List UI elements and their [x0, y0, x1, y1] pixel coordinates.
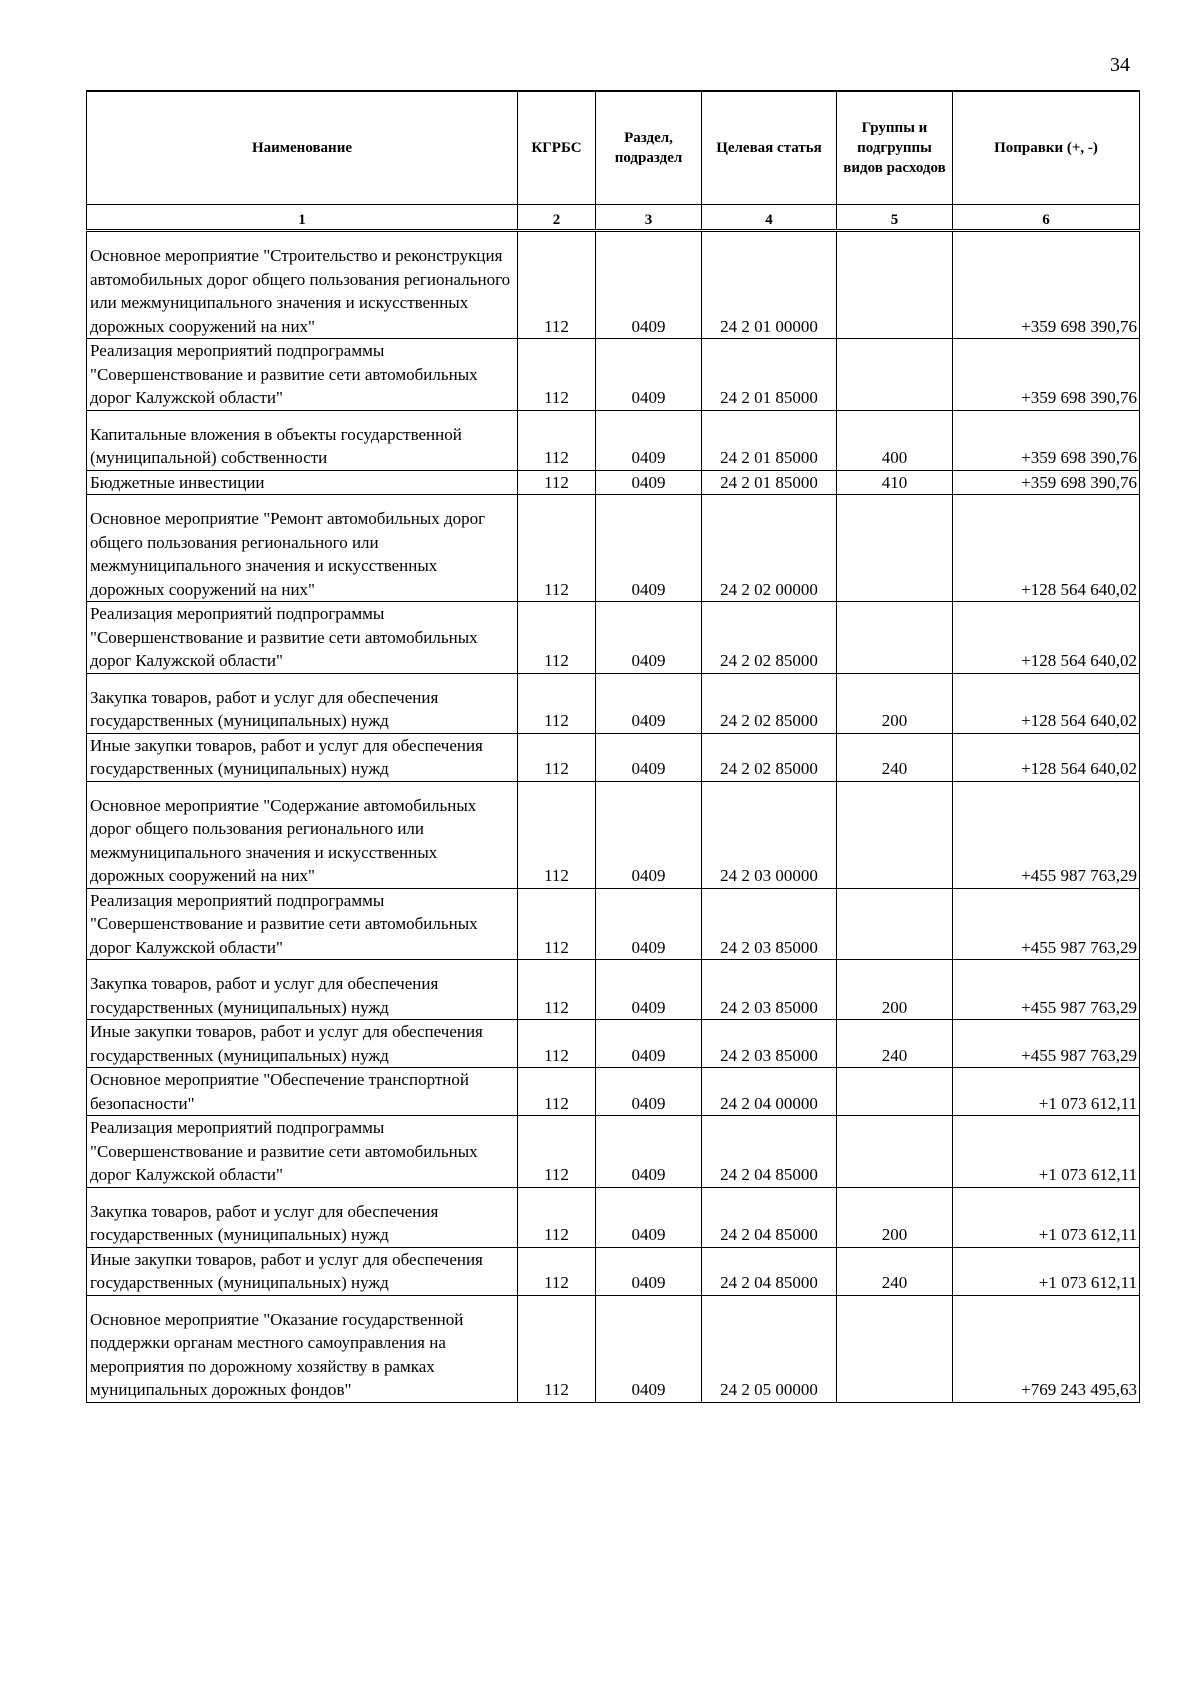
row-amount-text: +455 987 763,29: [1021, 937, 1137, 957]
row-kgrbs: [518, 231, 596, 339]
table-row: [87, 339, 1140, 411]
row-article-text: 24 2 03 85000: [720, 1045, 818, 1065]
row-amount-text: +128 564 640,02: [1021, 651, 1137, 670]
row-article-text: 24 2 01 85000: [720, 448, 818, 467]
row-section-text: 0409: [631, 1380, 666, 1399]
row-section-text: 0409: [631, 866, 666, 885]
row-section: [596, 1295, 702, 1402]
row-article: [702, 602, 837, 674]
row-kgrbs-text: 112: [544, 651, 569, 670]
row-article: [702, 1295, 837, 1402]
row-group: [837, 410, 953, 470]
row-name: [87, 602, 518, 674]
row-section: [596, 495, 702, 602]
row-group: [837, 1068, 953, 1116]
row-amount-text: +455 987 763,29: [1021, 997, 1137, 1017]
row-name: [87, 1187, 518, 1247]
row-section: [596, 781, 702, 888]
column-number: 1: [87, 205, 518, 231]
row-kgrbs: [518, 1187, 596, 1247]
row-group: [837, 1116, 953, 1188]
table-row: [87, 960, 1140, 1020]
row-amount-text: +359 698 390,76: [1021, 388, 1137, 407]
row-article-text: 24 2 02 85000: [720, 711, 818, 730]
row-article: [702, 231, 837, 339]
row-kgrbs: [518, 733, 596, 781]
row-name-text: Реализация мероприятий подпрограммы "Совершенствование и развитие сети автомобильных дорог Калужской области": [90, 890, 478, 957]
row-name-text: Закупка товаров, работ и услуг для обеспечения государственных (муниципальных) нужд: [90, 974, 439, 1017]
table-row: [87, 733, 1140, 781]
row-name: [87, 1295, 518, 1402]
budget-table: [86, 90, 1140, 1403]
row-section: [596, 1187, 702, 1247]
row-group-text: 200: [881, 711, 908, 730]
row-amount-text: +1 073 612,11: [1038, 1273, 1137, 1292]
row-section: [596, 888, 702, 960]
row-kgrbs: [518, 960, 596, 1020]
row-kgrbs: [518, 339, 596, 411]
row-article-text: 24 2 04 00000: [720, 1093, 818, 1113]
row-kgrbs: [518, 470, 596, 495]
row-kgrbs: [518, 495, 596, 602]
row-kgrbs: [518, 1020, 596, 1068]
row-section: [596, 602, 702, 674]
row-kgrbs: [518, 673, 596, 733]
row-amount: [953, 1187, 1140, 1247]
row-name-text: Иные закупки товаров, работ и услуг для обеспечения государственных (муниципальных) нужд: [90, 735, 483, 778]
row-section: [596, 339, 702, 411]
row-article-text: 24 2 03 00000: [720, 866, 818, 885]
row-section: [596, 1116, 702, 1188]
row-name-text: Реализация мероприятий подпрограммы "Совершенствование и развитие сети автомобильных дорог Калужской области": [90, 341, 478, 407]
row-name-text: Иные закупки товаров, работ и услуг для обеспечения государственных (муниципальных) нужд: [90, 1022, 483, 1065]
row-name-text: Основное мероприятие "Строительство и реконструкция автомобильных дорог общего пользования регионального или межмуниципального значения и искусственных дорожных сооружений на них": [90, 246, 511, 336]
row-section: [596, 733, 702, 781]
header-kgrbs: КГРБС: [518, 91, 596, 205]
row-amount: [953, 470, 1140, 495]
row-group: [837, 888, 953, 960]
row-article-text: 24 2 02 85000: [720, 759, 818, 778]
row-group: [837, 960, 953, 1020]
row-group: [837, 673, 953, 733]
row-name: [87, 1116, 518, 1188]
column-number: 6: [953, 205, 1140, 231]
table-row: [87, 888, 1140, 960]
row-article: [702, 960, 837, 1020]
row-amount-text: +128 564 640,02: [1021, 759, 1137, 778]
row-group: [837, 1187, 953, 1247]
row-name: [87, 339, 518, 411]
row-article: [702, 1068, 837, 1116]
row-kgrbs-text: 112: [544, 711, 569, 730]
table-row: [87, 470, 1140, 495]
row-section-text: 0409: [631, 579, 666, 599]
row-kgrbs-text: 112: [544, 472, 569, 492]
row-kgrbs-text: 112: [544, 1165, 569, 1184]
row-group-text: 240: [881, 759, 908, 778]
row-section: [596, 673, 702, 733]
row-kgrbs-text: 112: [544, 316, 569, 336]
row-article-text: 24 2 05 00000: [720, 1380, 818, 1399]
row-name-text: Иные закупки товаров, работ и услуг для обеспечения государственных (муниципальных) нужд: [90, 1249, 483, 1292]
row-section: [596, 470, 702, 495]
row-name: [87, 1068, 518, 1116]
row-article: [702, 1116, 837, 1188]
row-name-text: Закупка товаров, работ и услуг для обеспечения государственных (муниципальных) нужд: [90, 687, 439, 730]
table-row: [87, 781, 1140, 888]
row-article: [702, 888, 837, 960]
row-section: [596, 1020, 702, 1068]
row-kgrbs-text: 112: [544, 1380, 569, 1399]
row-section-text: 0409: [631, 651, 666, 670]
row-name: [87, 960, 518, 1020]
row-amount-text: +1 073 612,11: [1038, 1093, 1137, 1113]
row-name-text: Основное мероприятие "Содержание автомобильных дорог общего пользования регионального или межмуниципального значения и искусственных дорожных сооружений на них": [90, 795, 477, 885]
row-amount-text: +455 987 763,29: [1021, 1045, 1137, 1065]
row-section: [596, 1247, 702, 1295]
row-amount-text: +769 243 495,63: [1021, 1380, 1137, 1399]
table-body: [87, 231, 1140, 1403]
row-name: [87, 781, 518, 888]
row-name: [87, 410, 518, 470]
row-amount: [953, 1116, 1140, 1188]
row-name-text: Капитальные вложения в объекты государственной (муниципальной) собственности: [90, 424, 462, 467]
column-number: 5: [837, 205, 953, 231]
row-amount: [953, 495, 1140, 602]
column-number: 2: [518, 205, 596, 231]
row-article: [702, 1247, 837, 1295]
row-section-text: 0409: [631, 1165, 666, 1184]
row-amount: [953, 602, 1140, 674]
row-kgrbs-text: 112: [544, 448, 569, 467]
row-kgrbs: [518, 602, 596, 674]
row-article: [702, 781, 837, 888]
row-section-text: 0409: [631, 1045, 666, 1065]
row-amount: [953, 231, 1140, 339]
row-name-text: Основное мероприятие "Ремонт автомобильных дорог общего пользования регионального или межмуниципального значения и искусственных дорожных сооружений на них": [90, 509, 486, 599]
header-group: Группы и подгруппы видов расходов: [837, 91, 953, 205]
row-group: [837, 781, 953, 888]
row-amount: [953, 673, 1140, 733]
row-name: [87, 888, 518, 960]
row-section-text: 0409: [631, 1093, 666, 1113]
row-article-text: 24 2 04 85000: [720, 1225, 818, 1244]
row-section: [596, 1068, 702, 1116]
row-section-text: 0409: [631, 937, 666, 957]
row-kgrbs: [518, 1295, 596, 1402]
table-row: [87, 410, 1140, 470]
row-name-text: Бюджетные инвестиции: [90, 472, 265, 492]
row-article-text: 24 2 04 85000: [720, 1273, 818, 1292]
page-number: 34: [1110, 54, 1130, 76]
row-amount: [953, 781, 1140, 888]
row-kgrbs-text: 112: [544, 997, 569, 1017]
row-kgrbs: [518, 1068, 596, 1116]
row-section: [596, 231, 702, 339]
row-group: [837, 733, 953, 781]
row-amount: [953, 1020, 1140, 1068]
header-name: Наименование: [87, 91, 518, 205]
row-name: [87, 470, 518, 495]
row-group-text: 200: [881, 1225, 908, 1244]
row-name: [87, 1247, 518, 1295]
row-article-text: 24 2 01 85000: [720, 472, 818, 492]
row-name-text: Реализация мероприятий подпрограммы "Совершенствование и развитие сети автомобильных дорог Калужской области": [90, 1118, 478, 1184]
row-section: [596, 960, 702, 1020]
row-kgrbs-text: 112: [544, 759, 569, 778]
row-section-text: 0409: [631, 448, 666, 467]
column-number: 3: [596, 205, 702, 231]
row-section-text: 0409: [631, 1225, 666, 1244]
row-name: [87, 733, 518, 781]
row-section-text: 0409: [631, 759, 666, 778]
table-row: [87, 1187, 1140, 1247]
table-row: [87, 1247, 1140, 1295]
row-article: [702, 470, 837, 495]
table-row: [87, 673, 1140, 733]
row-section-text: 0409: [631, 316, 666, 336]
row-amount-text: +455 987 763,29: [1021, 866, 1137, 885]
row-kgrbs-text: 112: [544, 388, 569, 407]
row-kgrbs-text: 112: [544, 1045, 569, 1065]
row-name-text: Реализация мероприятий подпрограммы "Совершенствование и развитие сети автомобильных дорог Калужской области": [90, 604, 478, 670]
row-amount-text: +128 564 640,02: [1021, 711, 1137, 730]
table-row: [87, 1020, 1140, 1068]
row-amount-text: +359 698 390,76: [1021, 448, 1137, 467]
row-group: [837, 339, 953, 411]
row-name-text: Закупка товаров, работ и услуг для обеспечения государственных (муниципальных) нужд: [90, 1201, 439, 1244]
row-kgrbs: [518, 781, 596, 888]
row-amount-text: +1 073 612,11: [1038, 1165, 1137, 1184]
row-article: [702, 410, 837, 470]
row-group: [837, 1247, 953, 1295]
row-kgrbs: [518, 410, 596, 470]
table-row: [87, 1295, 1140, 1402]
row-group-text: 200: [881, 997, 908, 1017]
row-name: [87, 1020, 518, 1068]
row-kgrbs: [518, 1247, 596, 1295]
row-article-text: 24 2 02 85000: [720, 651, 818, 670]
row-amount-text: +359 698 390,76: [1021, 316, 1137, 336]
row-amount: [953, 339, 1140, 411]
row-section-text: 0409: [631, 1273, 666, 1292]
row-group-text: 410: [881, 472, 908, 492]
row-group: [837, 495, 953, 602]
row-article: [702, 733, 837, 781]
row-group: [837, 602, 953, 674]
row-section: [596, 410, 702, 470]
row-group: [837, 231, 953, 339]
row-article: [702, 339, 837, 411]
column-number-row: [87, 205, 1140, 231]
row-article: [702, 673, 837, 733]
row-name: [87, 673, 518, 733]
row-kgrbs: [518, 1116, 596, 1188]
row-amount: [953, 1247, 1140, 1295]
row-name: [87, 495, 518, 602]
row-section-text: 0409: [631, 997, 666, 1017]
row-amount: [953, 888, 1140, 960]
row-article-text: 24 2 03 85000: [720, 997, 818, 1017]
table-row: [87, 602, 1140, 674]
header-amount: Поправки (+, -): [953, 91, 1140, 205]
header-article: Целевая статья: [702, 91, 837, 205]
row-section-text: 0409: [631, 472, 666, 492]
header-row: [87, 91, 1140, 205]
row-article: [702, 1020, 837, 1068]
row-amount: [953, 1295, 1140, 1402]
table-row: [87, 495, 1140, 602]
header-section: Раздел, подраздел: [596, 91, 702, 205]
row-kgrbs-text: 112: [544, 1093, 569, 1113]
row-name: [87, 231, 518, 339]
table-row: [87, 1116, 1140, 1188]
column-number: 4: [702, 205, 837, 231]
row-article-text: 24 2 01 00000: [720, 316, 818, 336]
row-kgrbs-text: 112: [544, 937, 569, 957]
table-row: [87, 231, 1140, 339]
row-article-text: 24 2 02 00000: [720, 579, 818, 599]
row-article: [702, 1187, 837, 1247]
row-kgrbs-text: 112: [544, 1225, 569, 1244]
row-kgrbs-text: 112: [544, 579, 569, 599]
row-section-text: 0409: [631, 388, 666, 407]
row-amount: [953, 960, 1140, 1020]
row-amount: [953, 410, 1140, 470]
row-group-text: 400: [881, 448, 908, 467]
row-name-text: Основное мероприятие "Оказание государственной поддержки органам местного самоуправления на мероприятия по дорожному хозяйству в рамках муниципальных дорожных фондов": [90, 1309, 464, 1399]
row-group: [837, 470, 953, 495]
row-group: [837, 1295, 953, 1402]
row-kgrbs-text: 112: [544, 866, 569, 885]
row-group-text: 240: [881, 1273, 908, 1292]
row-section-text: 0409: [631, 711, 666, 730]
row-article-text: 24 2 04 85000: [720, 1165, 818, 1184]
row-group-text: 240: [881, 1045, 908, 1065]
row-name-text: Основное мероприятие "Обеспечение транспортной безопасности": [90, 1070, 469, 1113]
table-row: [87, 1068, 1140, 1116]
row-article: [702, 495, 837, 602]
row-amount: [953, 733, 1140, 781]
row-group: [837, 1020, 953, 1068]
row-amount-text: +359 698 390,76: [1021, 472, 1137, 492]
row-article-text: 24 2 01 85000: [720, 388, 818, 407]
row-amount-text: +128 564 640,02: [1021, 579, 1137, 599]
row-kgrbs: [518, 888, 596, 960]
row-kgrbs-text: 112: [544, 1273, 569, 1292]
row-amount-text: +1 073 612,11: [1038, 1225, 1137, 1244]
row-article-text: 24 2 03 85000: [720, 937, 818, 957]
row-amount: [953, 1068, 1140, 1116]
